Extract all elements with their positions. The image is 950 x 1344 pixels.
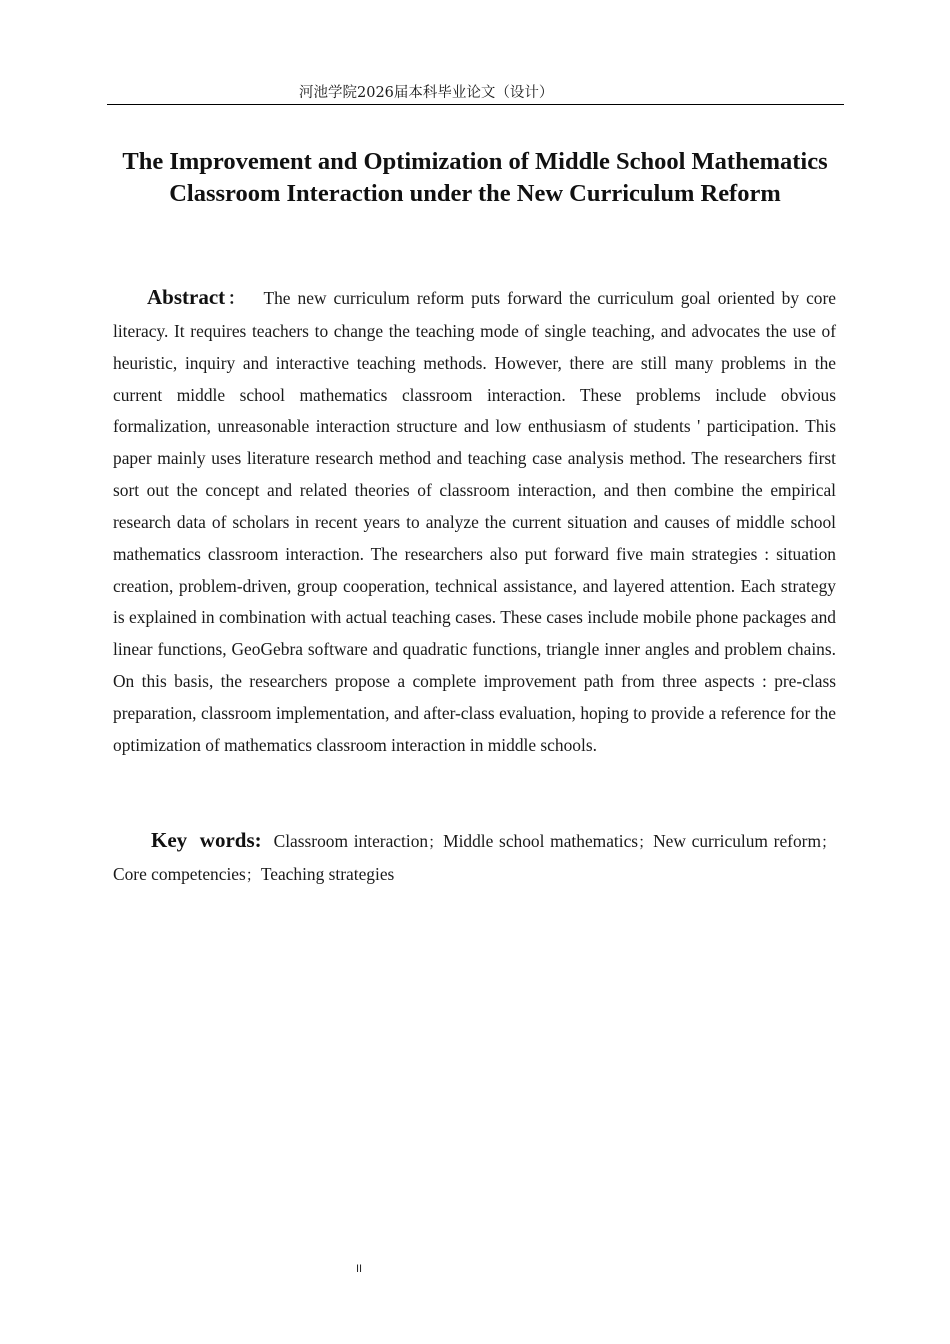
keyword-item: Teaching strategies [260,864,395,884]
abstract-paragraph [113,282,836,762]
abstract-body: The new curriculum reform puts forward the curriculum goal oriented by core literacy. It requires teachers to change the teaching mode of single teaching, and advocates the use of heuristic, inquiry and interactive teaching methods. However, there are still many problems in the current middle school mathematics classroom interaction. These problems include obvious formalization, unreasonable interaction structure and low enthusiasm of students ' participation. This paper mainly uses literature research method and teaching case analysis method. The researchers first sort out the concept and related theories of classroom interaction, and then combine the empirical research data of scholars in recent years to analyze the current situation and causes of middle school mathematics classroom interaction. The researchers also put forward five main strategies : situation creation, problem-driven, group cooperation, technical assistance, and layered attention. Each strategy is explained in combination with actual teaching cases. These cases include mobile phone packages and linear functions, GeoGebra software and quadratic functions, triangle inner angles and problem chains. On this basis, the researchers propose a complete improvement path from three aspects : pre-class preparation, classroom implementation, and after-class evaluation, hoping to provide a reference for the optimization of mathematics classroom interaction in middle schools. [113,288,836,755]
keyword-item: Classroom interaction [273,831,429,851]
keyword-item: New curriculum reform [653,831,821,851]
keyword-separator: ； [638,833,654,851]
header-text: 河池学院2026届本科毕业论文（设计） [299,85,554,101]
abstract-colon: ： [225,289,248,309]
page-header [107,84,844,105]
keyword-separator: ； [245,866,261,884]
keyword-separator: ； [820,833,836,851]
keyword-item: Core competencies [113,864,246,884]
keywords-paragraph [113,824,836,891]
abstract-label: Abstract [147,285,226,309]
keywords-label: Key words: [151,828,262,852]
page-number: II [356,1263,363,1275]
paper-title: The Improvement and Optimization of Middle School Mathematics Classroom Interaction under the New Curriculum Reform [122,148,828,207]
keyword-item: Middle school mathematics [443,831,639,851]
keyword-separator: ； [428,833,444,851]
